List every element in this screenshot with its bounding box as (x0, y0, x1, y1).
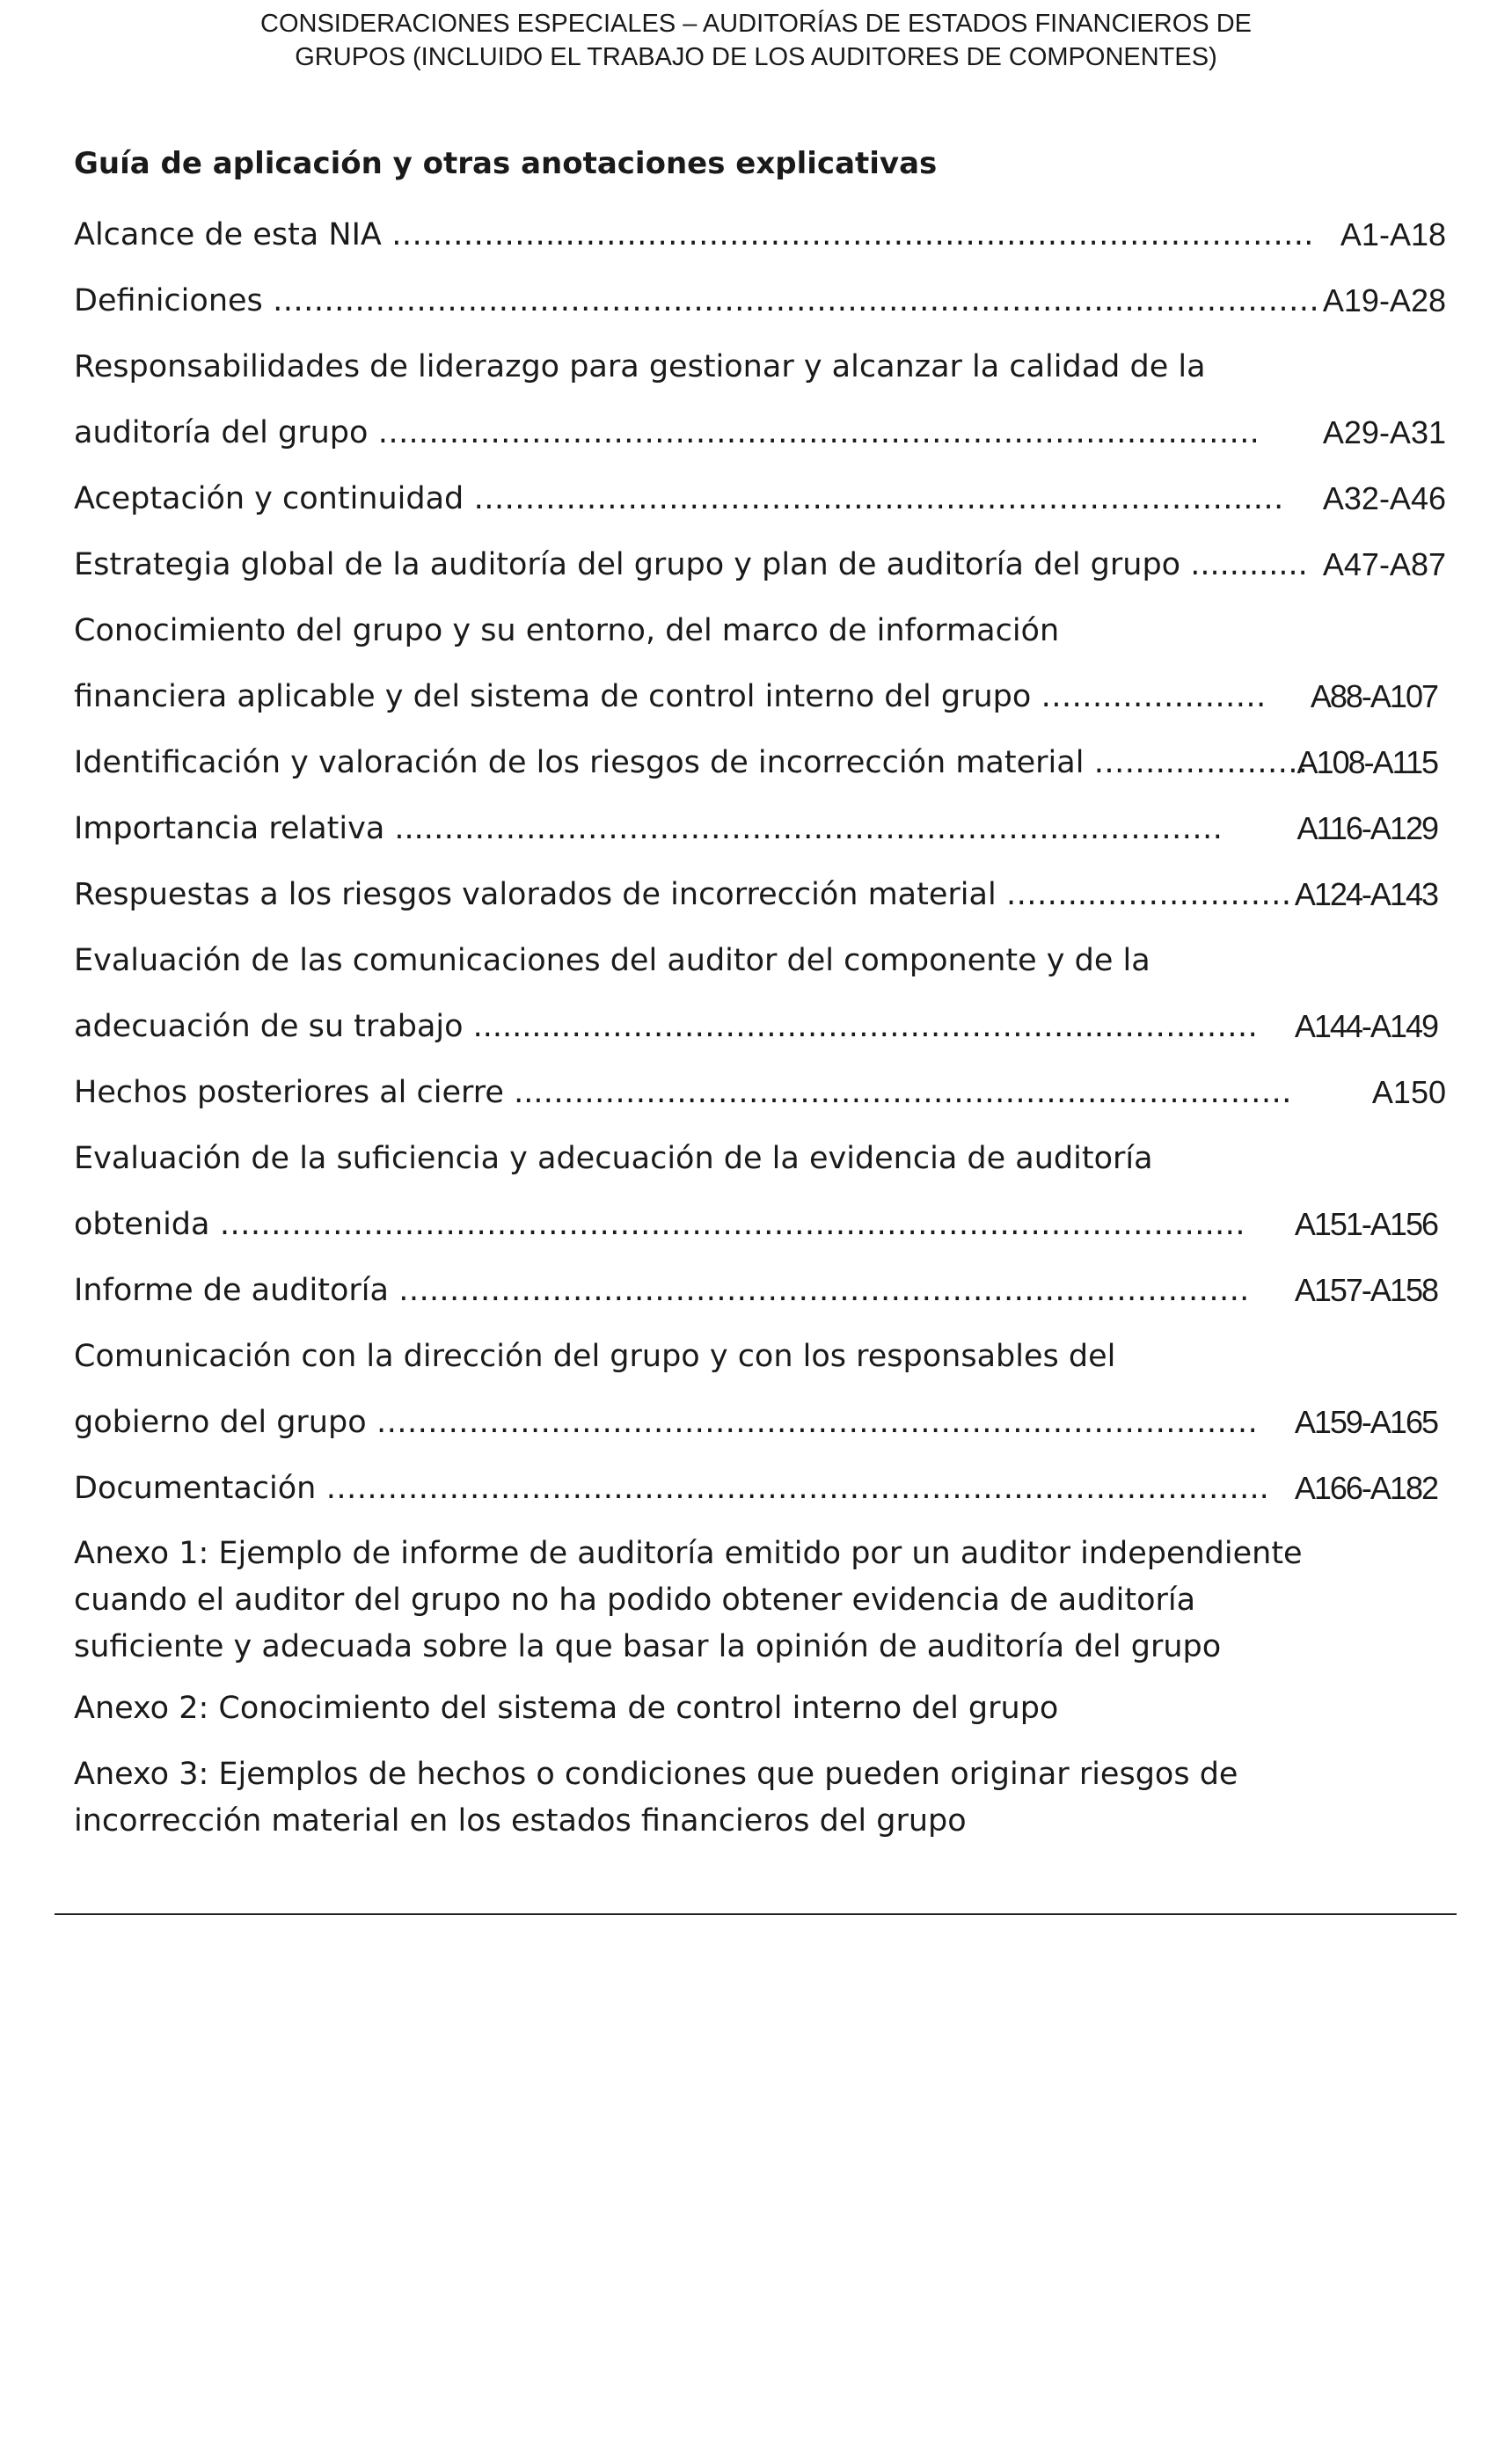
toc-entry-text: auditoría del grupo ….………………………………………………………………………. (74, 415, 1260, 450)
toc-entry-text: Responsabilidades de liderazgo para gestionar y alcanzar la calidad de la (74, 349, 1206, 384)
annex-1 (74, 1531, 1323, 1671)
annex-line: Anexo 1: Ejemplo de informe de auditoría emitido por un auditor independiente (74, 1536, 1303, 1571)
toc-row (74, 345, 1446, 389)
toc-entry-text: Informe de auditoría ….……………………………………………………………………. (74, 1273, 1250, 1308)
toc-entry-ref: A150 (1371, 1074, 1446, 1110)
toc-entry-ref: A116-A129 (1297, 810, 1437, 846)
toc-entry-text: Importancia relativa ....………………………………………………………..………… (74, 811, 1223, 846)
toc-row (74, 543, 1446, 587)
toc-row (74, 477, 1446, 521)
toc-row (74, 1466, 1446, 1510)
toc-row (74, 1071, 1446, 1115)
toc-entry-ref: A108-A115 (1297, 744, 1437, 780)
toc-row (74, 807, 1446, 851)
toc-entry-text: Alcance de esta NIA ……………..………………………………………………………………. (74, 217, 1314, 252)
toc-entry-ref: A32-A46 (1322, 480, 1446, 516)
toc-entry-ref: A88-A107 (1310, 678, 1437, 714)
toc-row (74, 675, 1446, 719)
annex-3 (74, 1751, 1323, 1845)
toc-entry-ref: A19-A28 (1322, 282, 1446, 318)
toc-entry-ref: A1-A18 (1340, 216, 1446, 252)
toc-row (74, 1203, 1446, 1247)
toc-row (74, 1005, 1446, 1049)
running-header (0, 7, 1512, 74)
toc-entry-text: Documentación ……………………………………………………………………………….. (74, 1471, 1269, 1506)
toc-row (74, 1137, 1446, 1181)
toc-entry-text: Identificación y valoración de los riesgos de incorrección material ……..…………. (74, 745, 1308, 780)
toc-entry-text: gobierno del grupo ………………………………………………………..………………… (74, 1405, 1258, 1440)
toc-entry-text: Evaluación de la suficiencia y adecuación de la evidencia de auditoría (74, 1141, 1153, 1176)
annex-line: suficiente y adecuada sobre la que basar la opinión de auditoría del grupo (74, 1629, 1222, 1664)
toc-entry-ref: A157-A158 (1294, 1272, 1437, 1308)
toc-entry-text: Respuestas a los riesgos valorados de incorrección material ……...………….…… (74, 877, 1292, 912)
toc-entry-ref: A159-A165 (1294, 1404, 1437, 1440)
toc-entry-ref: A166-A182 (1294, 1470, 1437, 1506)
toc-row (74, 213, 1446, 257)
annex-line: Anexo 2: Conocimiento del sistema de control interno del grupo (74, 1691, 1059, 1726)
toc-row (74, 1269, 1446, 1312)
running-header-line-2: GRUPOS (INCLUIDO EL TRABAJO DE LOS AUDITORES DE COMPONENTES) (295, 43, 1217, 71)
toc-row (74, 1400, 1446, 1444)
toc-entry-text: Conocimiento del grupo y su entorno, del marco de información (74, 613, 1060, 648)
toc-entry-ref: A151-A156 (1294, 1206, 1437, 1242)
footnote-divider (55, 1913, 1457, 1915)
annex-2 (74, 1685, 1323, 1732)
toc-entry-text: adecuación de su trabajo .........……………………………………………..…………… (74, 1009, 1259, 1044)
toc-entry-text: Aceptación y continuidad ………………………………………………………………….… (74, 481, 1284, 516)
toc-row (74, 741, 1446, 785)
toc-entry-text: Hechos posteriores al cierre ...……………………………………………………….……… (74, 1075, 1292, 1110)
toc-row (74, 609, 1446, 653)
toc-entry-text: obtenida …………………………………………………………………………………….… (74, 1207, 1245, 1242)
toc-entry-text: Estrategia global de la auditoría del grupo y plan de auditoría del grupo ............ (74, 547, 1308, 582)
annex-line: Anexo 3: Ejemplos de hechos o condiciones que pueden originar riesgos de (74, 1757, 1238, 1792)
toc-entry-ref: A124-A143 (1294, 876, 1437, 912)
toc-row (74, 411, 1446, 455)
annex-line: cuando el auditor del grupo no ha podido obtener evidencia de auditoría (74, 1583, 1196, 1618)
toc-entry-text: financiera aplicable y del sistema de control interno del grupo …….…………… (74, 679, 1267, 714)
toc-row (74, 939, 1446, 983)
toc-entry-text: Evaluación de las comunicaciones del auditor del componente y de la (74, 943, 1150, 978)
toc-entry-ref: A144-A149 (1294, 1008, 1437, 1044)
section-title: Guía de aplicación y otras anotaciones explicativas (74, 146, 938, 181)
annex-line: incorrección material en los estados financieros del grupo (74, 1803, 967, 1839)
running-header-line-1: CONSIDERACIONES ESPECIALES – AUDITORÍAS DE ESTADOS FINANCIEROS DE (260, 10, 1252, 38)
toc-row (74, 1334, 1446, 1378)
toc-entry-text: Comunicación con la dirección del grupo y con los responsables del (74, 1339, 1116, 1374)
toc-row (74, 873, 1446, 917)
toc-entry-text: Definiciones ………………………………………………………………………………………… (74, 283, 1319, 318)
toc-entry-ref: A47-A87 (1322, 546, 1446, 582)
toc-row (74, 279, 1446, 323)
toc-entry-ref: A29-A31 (1322, 414, 1446, 450)
